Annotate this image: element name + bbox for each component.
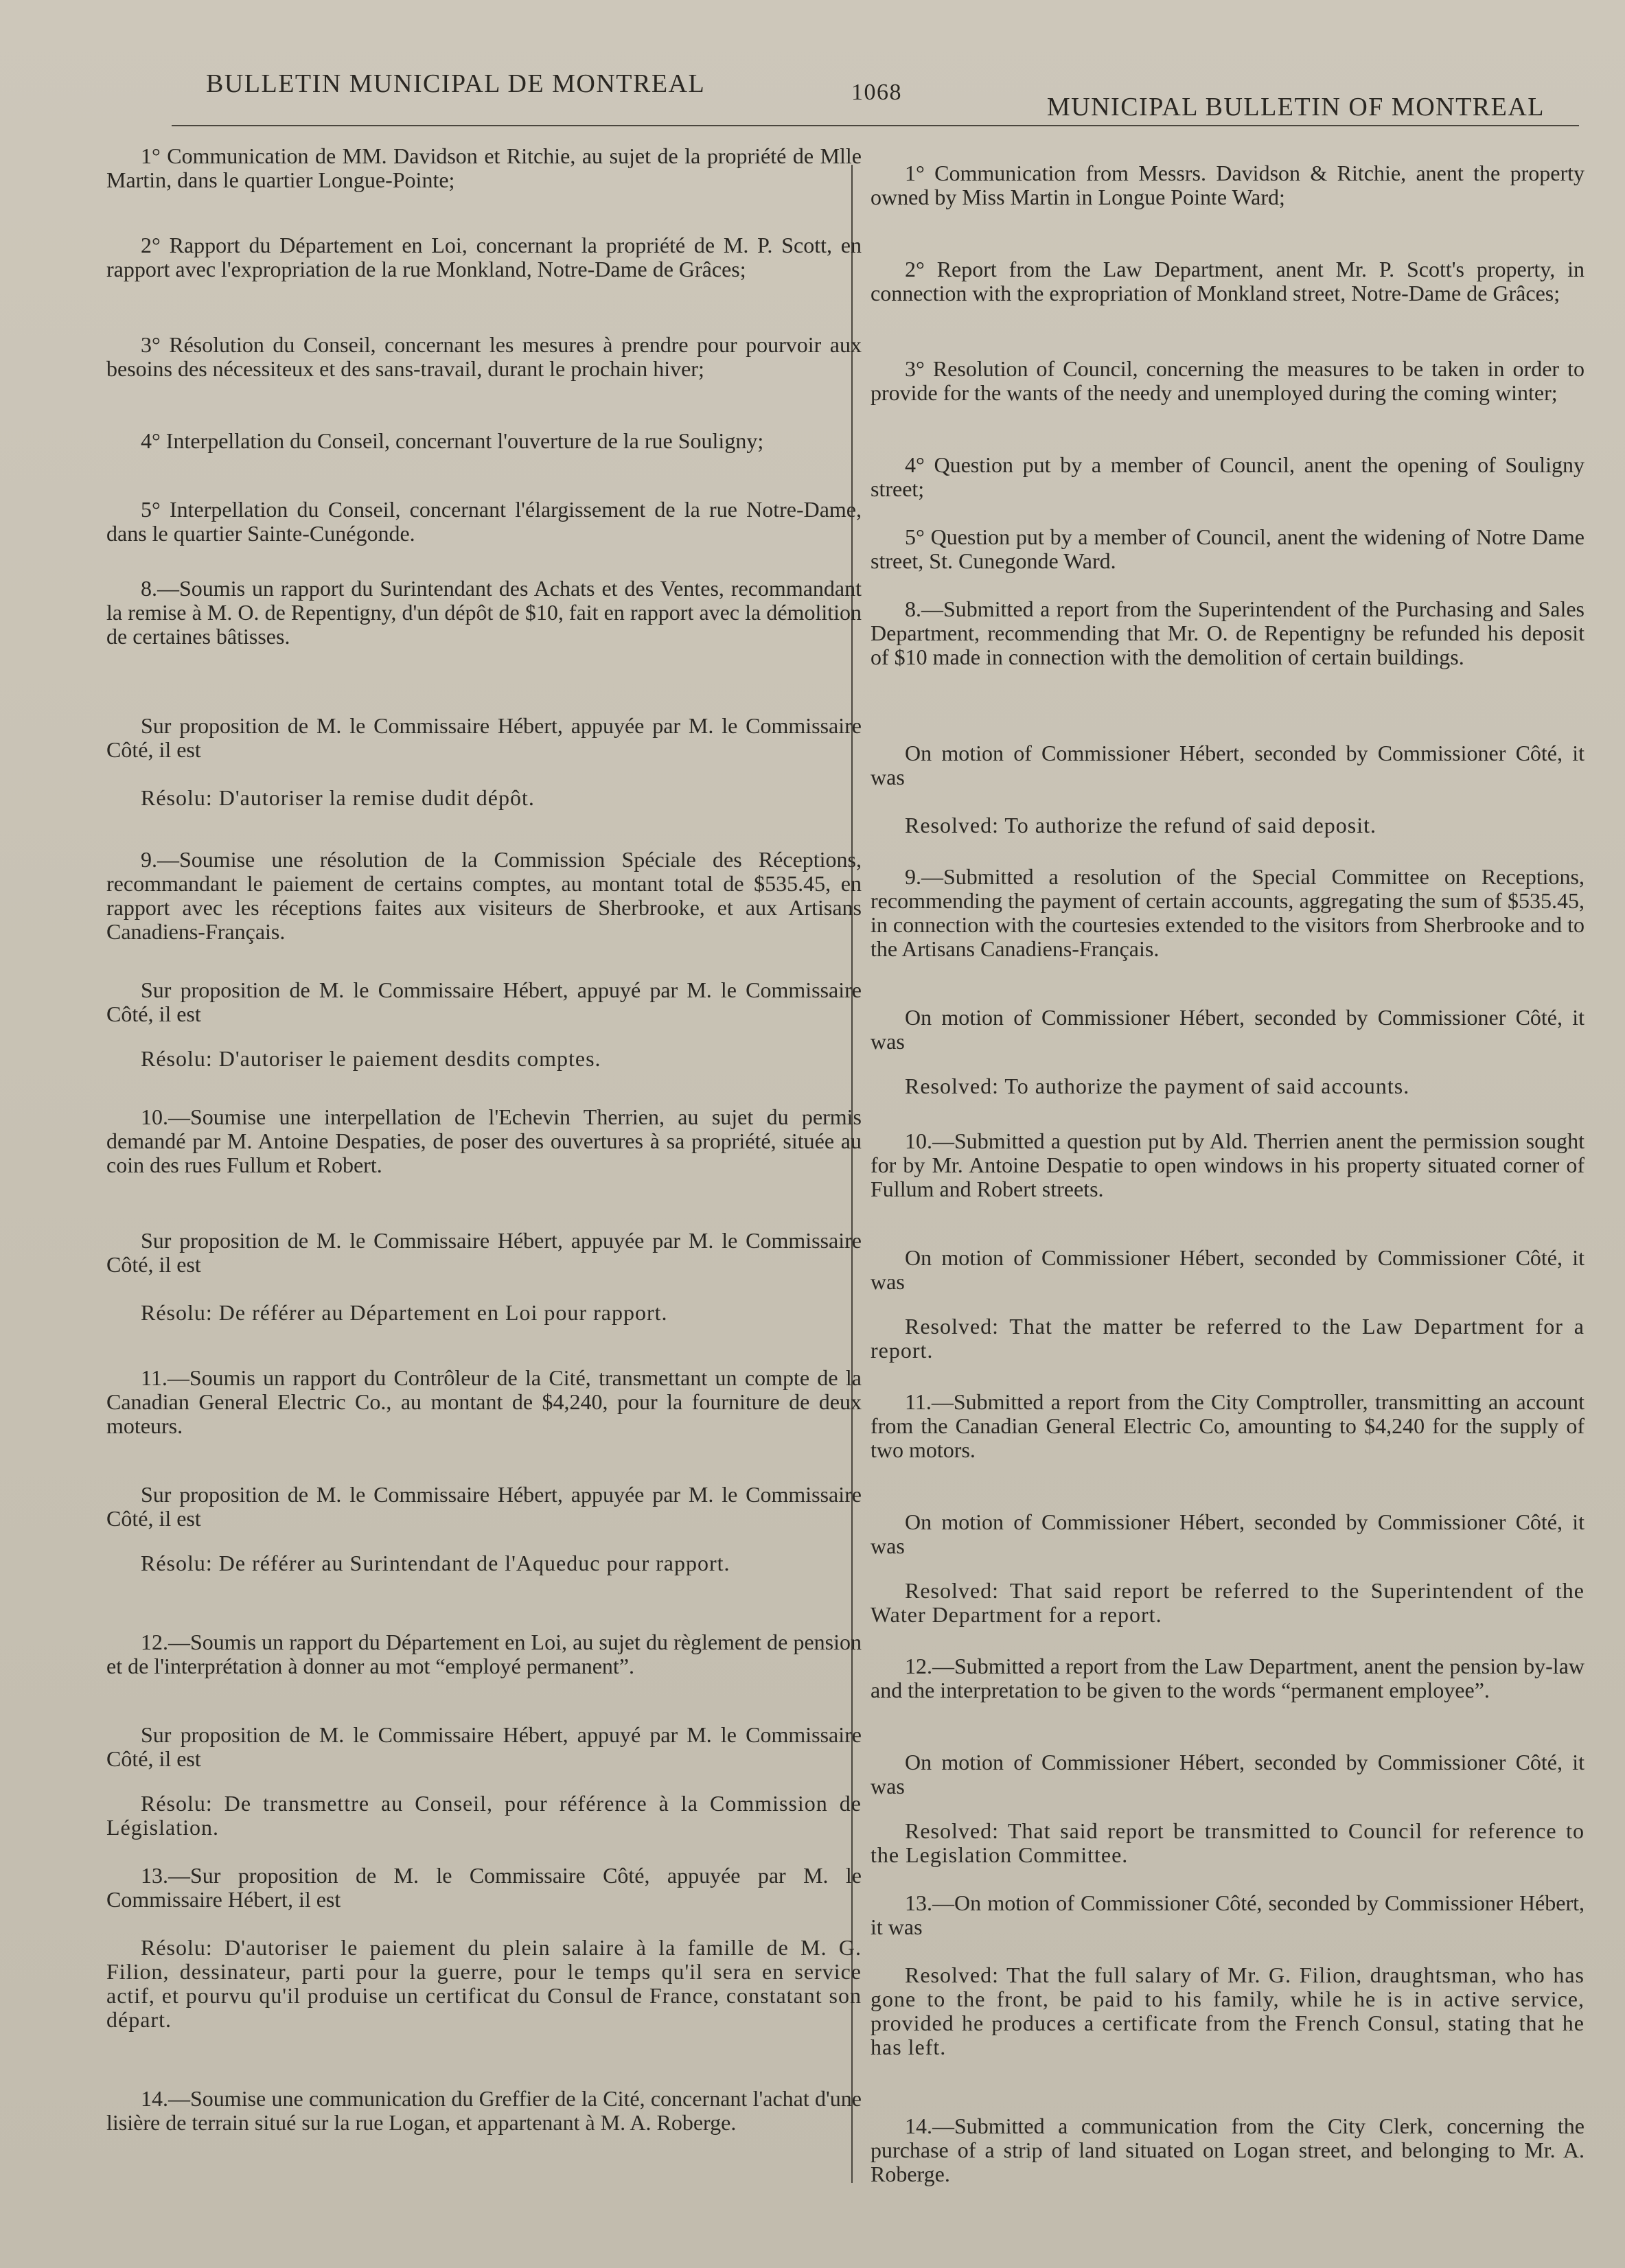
en-motion-9: On motion of Commissioner Hébert, seconded by Commissioner Côté, it was — [871, 1005, 1584, 1054]
fr-motion-8: Sur proposition de M. le Commissaire Hébert, appuyée par M. le Commissaire Côté, il est — [106, 713, 862, 762]
en-motion-12: On motion of Commissioner Hébert, seconded by Commissioner Côté, it was — [871, 1750, 1584, 1798]
fr-item-9: 9.—Soumise une résolution de la Commission Spéciale des Réceptions, recommandant le paiement de certains comptes, au montant total de $535.45, en rapport avec les réceptions faites aux visiteurs de Sherbrooke, et aux Artisans Canadiens-Français. — [106, 847, 862, 944]
page-header — [206, 69, 1545, 124]
fr-resolution-8: Résolu: D'autoriser la remise dudit dépôt. — [141, 785, 535, 810]
fr-motion-9: Sur proposition de M. le Commissaire Hébert, appuyé par M. le Commissaire Côté, il est — [106, 977, 862, 1026]
fr-motion-12: Sur proposition de M. le Commissaire Hébert, appuyé par M. le Commissaire Côté, il est — [106, 1722, 862, 1771]
fr-item-14: 14.—Soumise une communication du Greffier de la Cité, concernant l'achat d'une lisière de terrain situé sur la rue Logan, et appartenant à M. A. Roberge. — [106, 2086, 862, 2135]
fr-item-12: 12.—Soumis un rapport du Département en Loi, au sujet du règlement de pension et de l'interprétation à donner au mot “employé permanent”. — [106, 1630, 862, 1678]
en-item-12: 12.—Submitted a report from the Law Department, anent the pension by-law and the interpretation to be given to the words “permanent employee”. — [871, 1654, 1584, 1702]
page-number: 1068 — [851, 80, 902, 105]
fr-resolution-12: Résolu: De transmettre au Conseil, pour référence à la Commission de Législation. — [106, 1791, 862, 1840]
en-item-10: 10.—Submitted a question put by Ald. Therrien anent the permission sought for by Mr. Antoine Despatie to open windows in his property situated corner of Fullum and Robert streets. — [871, 1129, 1584, 1201]
fr-motion-10: Sur proposition de M. le Commissaire Hébert, appuyée par M. le Commissaire Côté, il est — [106, 1228, 862, 1277]
fr-item-11: 11.—Soumis un rapport du Contrôleur de la Cité, transmettant un compte de la Canadian General Electric Co., au montant de $4,240, pour la fourniture de deux moteurs. — [106, 1365, 862, 1438]
en-resolution-12: Resolved: That said report be transmitted to Council for reference to the Legislation Committee. — [871, 1818, 1584, 1867]
en-item-8: 8.—Submitted a report from the Superintendent of the Purchasing and Sales Department, recommending that Mr. O. de Repentigny be refunded his deposit of $10 made in connection with the demolition of certain buildings. — [871, 597, 1584, 669]
header-title-english: MUNICIPAL BULLETIN OF MONTREAL — [1046, 93, 1545, 121]
en-motion-11: On motion of Commissioner Hébert, seconded by Commissioner Côté, it was — [871, 1509, 1584, 1558]
en-item-11: 11.—Submitted a report from the City Comptroller, transmitting an account from the Canadian General Electric Co, amounting to $4,240 for the supply of two motors. — [871, 1389, 1584, 1462]
fr-item-8: 8.—Soumis un rapport du Surintendant des Achats et des Ventes, recommandant la remise à M. O. de Repentigny, d'un dépôt de $10, fait en rapport avec la démolition de certaines bâtisses. — [106, 576, 862, 649]
fr-item-10: 10.—Soumise une interpellation de l'Echevin Therrien, au sujet du permis demandé par M. Antoine Despaties, de poser des ouvertures à sa propriété, située au coin des rues Fullum et Robert. — [106, 1104, 862, 1177]
fr-resolution-11: Résolu: De référer au Surintendant de l'Aqueduc pour rapport. — [141, 1551, 730, 1575]
fr-motion-11: Sur proposition de M. le Commissaire Hébert, appuyée par M. le Commissaire Côté, il est — [106, 1482, 862, 1531]
en-resolution-10: Resolved: That the matter be referred to the Law Department for a report. — [871, 1314, 1584, 1363]
fr-resolution-10: Résolu: De référer au Département en Loi pour rapport. — [141, 1300, 668, 1325]
fr-item-4: 4° Interpellation du Conseil, concernant l'ouverture de la rue Souligny; — [141, 428, 764, 453]
english-column — [871, 137, 1584, 2224]
en-resolution-11: Resolved: That said report be referred to the Superintendent of the Water Department for a report. — [871, 1578, 1584, 1627]
en-item-9: 9.—Submitted a resolution of the Special Committee on Receptions, recommending the payment of certain accounts, aggregating the sum of $535.45, in connection with the courtesies extended to the visitors from Sherbrooke and to the Artisans Canadiens-Français. — [871, 864, 1584, 961]
en-item-3: 3° Resolution of Council, concerning the measures to be taken in order to provide for the wants of the needy and unemployed during the coming winter; — [871, 356, 1584, 405]
en-item-1: 1° Communication from Messrs. Davidson & Ritchie, anent the property owned by Miss Martin in Longue Pointe Ward; — [871, 161, 1584, 209]
fr-item-5: 5° Interpellation du Conseil, concernant l'élargissement de la rue Notre-Dame, dans le quartier Sainte-Cunégonde. — [106, 497, 862, 546]
fr-item-3: 3° Résolution du Conseil, concernant les mesures à prendre pour pourvoir aux besoins des nécessiteux et des sans-travail, durant le prochain hiver; — [106, 332, 862, 381]
en-item-14: 14.—Submitted a communication from the City Clerk, concerning the purchase of a strip of land situated on Logan street, and belonging to Mr. A. Roberge. — [871, 2114, 1584, 2186]
fr-item-1: 1° Communication de MM. Davidson et Ritchie, au sujet de la propriété de Mlle Martin, dans le quartier Longue-Pointe; — [106, 143, 862, 192]
header-rule — [172, 125, 1579, 126]
en-resolution-8: Resolved: To authorize the refund of said deposit. — [905, 813, 1377, 837]
en-resolution-9: Resolved: To authorize the payment of said accounts. — [905, 1074, 1410, 1098]
fr-item-13: 13.—Sur proposition de M. le Commissaire Côté, appuyée par M. le Commissaire Hébert, il est — [106, 1863, 862, 1912]
en-resolution-13: Resolved: That the full salary of Mr. G. Filion, draughtsman, who has gone to the front, be paid to his family, while he is in active service, provided he produces a certificate from the French Consul, stating that he has left. — [871, 1963, 1584, 2059]
fr-item-2: 2° Rapport du Département en Loi, concernant la propriété de M. P. Scott, en rapport avec l'expropriation de la rue Monkland, Notre-Dame de Grâces; — [106, 233, 862, 281]
en-item-5: 5° Question put by a member of Council, anent the widening of Notre Dame street, St. Cunegonde Ward. — [871, 524, 1584, 573]
fr-resolution-9: Résolu: D'autoriser le paiement desdits comptes. — [141, 1046, 601, 1071]
french-column — [106, 137, 862, 2224]
fr-resolution-13: Résolu: D'autoriser le paiement du plein salaire à la famille de M. G. Filion, dessinateur, parti pour la guerre, pour le temps qu'il sera en service actif, et pourvu qu'il produise un certificat du Consul de France, constatant son départ. — [106, 1935, 862, 2032]
en-item-2: 2° Report from the Law Department, anent Mr. P. Scott's property, in connection with the expropriation of Monkland street, Notre-Dame de Grâces; — [871, 257, 1584, 305]
en-item-13: 13.—On motion of Commissioner Côté, seconded by Commissioner Hébert, it was — [871, 1890, 1584, 1939]
en-motion-10: On motion of Commissioner Hébert, seconded by Commissioner Côté, it was — [871, 1245, 1584, 1294]
en-motion-8: On motion of Commissioner Hébert, seconded by Commissioner Côté, it was — [871, 741, 1584, 789]
header-title-french: BULLETIN MUNICIPAL DE MONTREAL — [206, 69, 706, 98]
en-item-4: 4° Question put by a member of Council, anent the opening of Souligny street; — [871, 452, 1584, 501]
